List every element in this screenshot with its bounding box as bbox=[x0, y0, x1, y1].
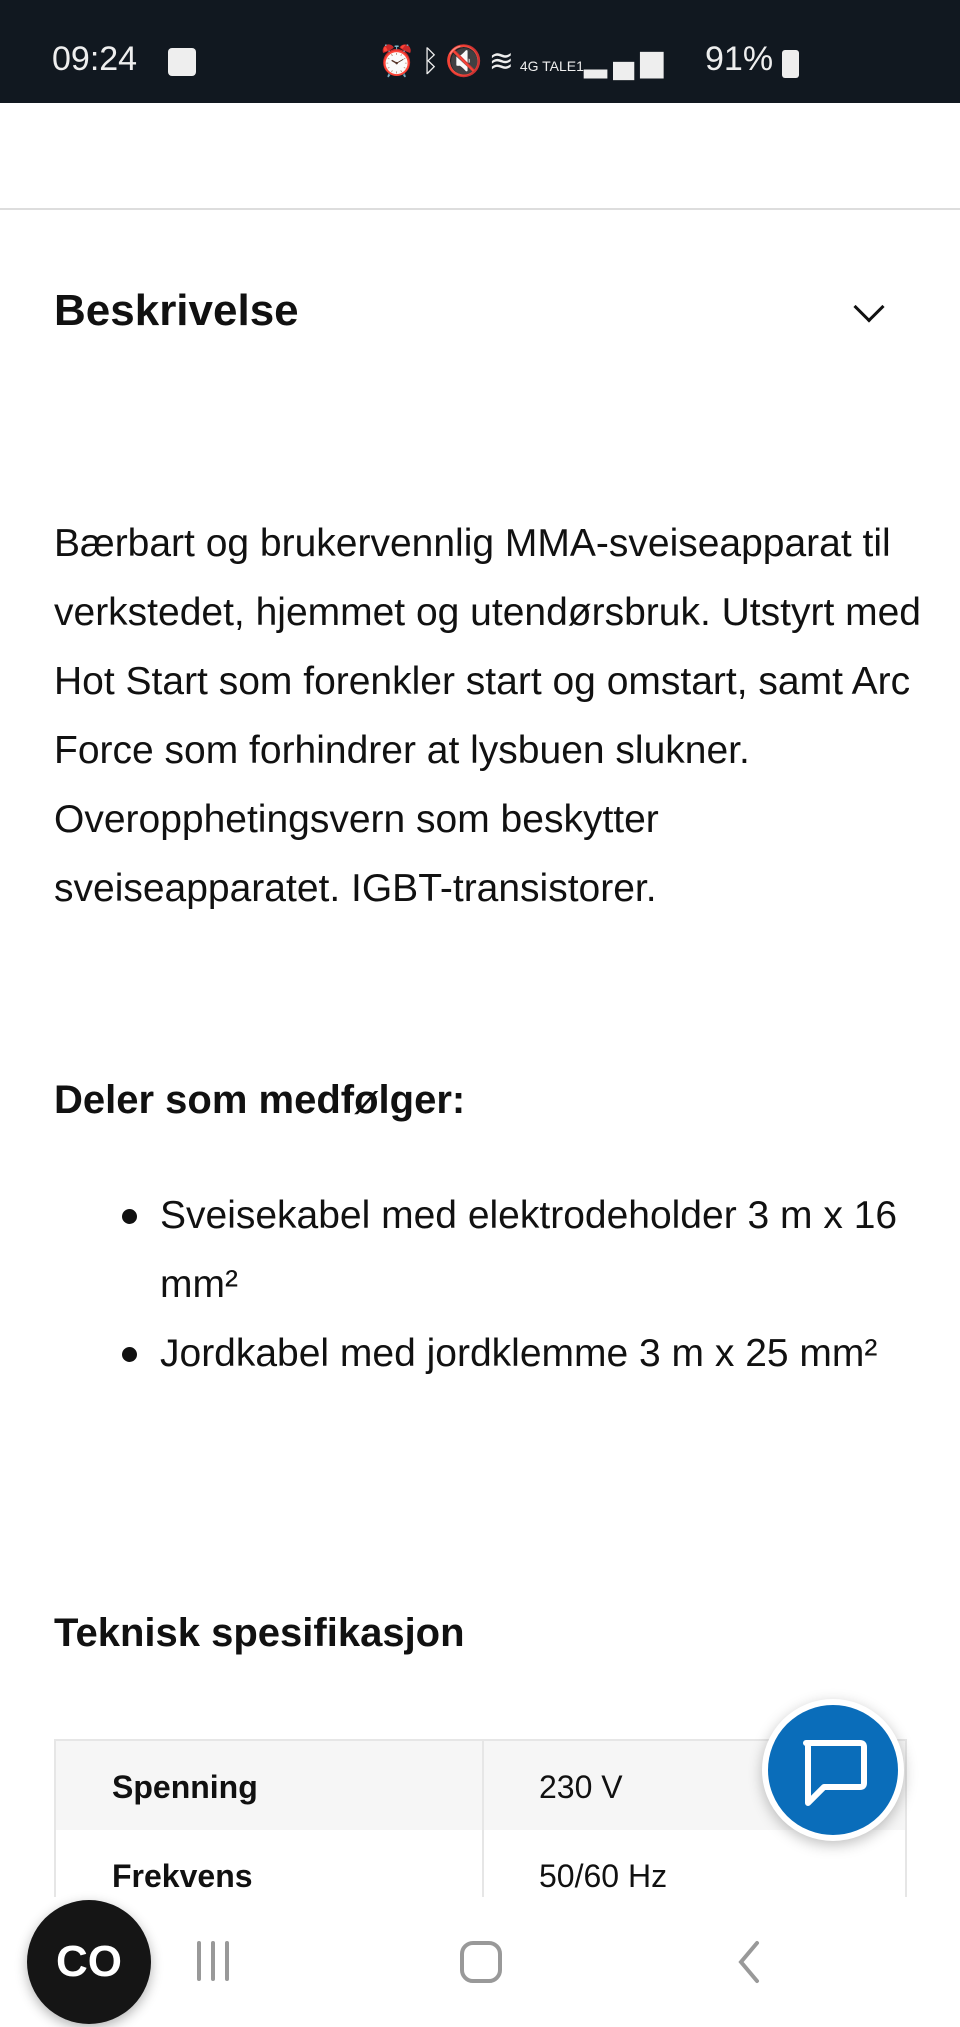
clock: 09:24 bbox=[52, 40, 138, 78]
co-floating-button[interactable]: CO bbox=[27, 1900, 151, 2024]
spec-label: Spenning bbox=[112, 1769, 258, 1805]
signal-icon: ▂▄▆ bbox=[583, 45, 670, 78]
bluetooth-icon: ᛒ bbox=[421, 45, 446, 78]
spec-label: Frekvens bbox=[112, 1858, 253, 1894]
back-icon[interactable] bbox=[735, 1940, 763, 1984]
spec-value: 230 V bbox=[539, 1769, 623, 1805]
list-item: Sveisekabel med elektrodeholder 3 m x 16 mm² bbox=[160, 1181, 900, 1319]
battery-percent: 91% bbox=[705, 40, 774, 78]
specs-heading: Teknisk spesifikasjon bbox=[54, 1611, 465, 1655]
alarm-icon: ⏰ bbox=[378, 45, 422, 78]
parts-heading: Deler som medfølger: bbox=[54, 1078, 466, 1122]
network-label: 4G TALE1 bbox=[519, 58, 584, 74]
status-icons bbox=[378, 44, 669, 79]
column-divider bbox=[482, 1741, 484, 1897]
description-text: Bærbart og brukervennlig MMA-sveiseapparat til verkstedet, hjemmet og utendørsbruk. Utstyrt med Hot Start som forenkler start og omstart, samt Arc Force som forhindrer at lysbuen slukner. Overopphetingsvern som beskytter sveiseapparatet. IGBT-transistorer. bbox=[54, 522, 921, 910]
gallery-icon bbox=[168, 48, 196, 76]
battery-icon bbox=[782, 50, 799, 78]
status-bar bbox=[0, 0, 960, 103]
spec-value: 50/60 Hz bbox=[539, 1858, 668, 1894]
chat-button[interactable] bbox=[762, 1699, 904, 1841]
home-icon[interactable] bbox=[459, 1940, 503, 1984]
wifi-icon: ≋ bbox=[488, 45, 520, 78]
recent-apps-icon[interactable] bbox=[193, 1940, 233, 1982]
list-item: Jordkabel med jordklemme 3 m x 25 mm² bbox=[160, 1319, 900, 1388]
section-title: Beskrivelse bbox=[54, 286, 299, 335]
parts-list bbox=[160, 1181, 900, 1388]
mute-icon: 🔇 bbox=[445, 45, 489, 78]
chat-icon bbox=[768, 1705, 898, 1835]
divider bbox=[0, 208, 960, 210]
chevron-down-icon[interactable] bbox=[853, 291, 884, 322]
